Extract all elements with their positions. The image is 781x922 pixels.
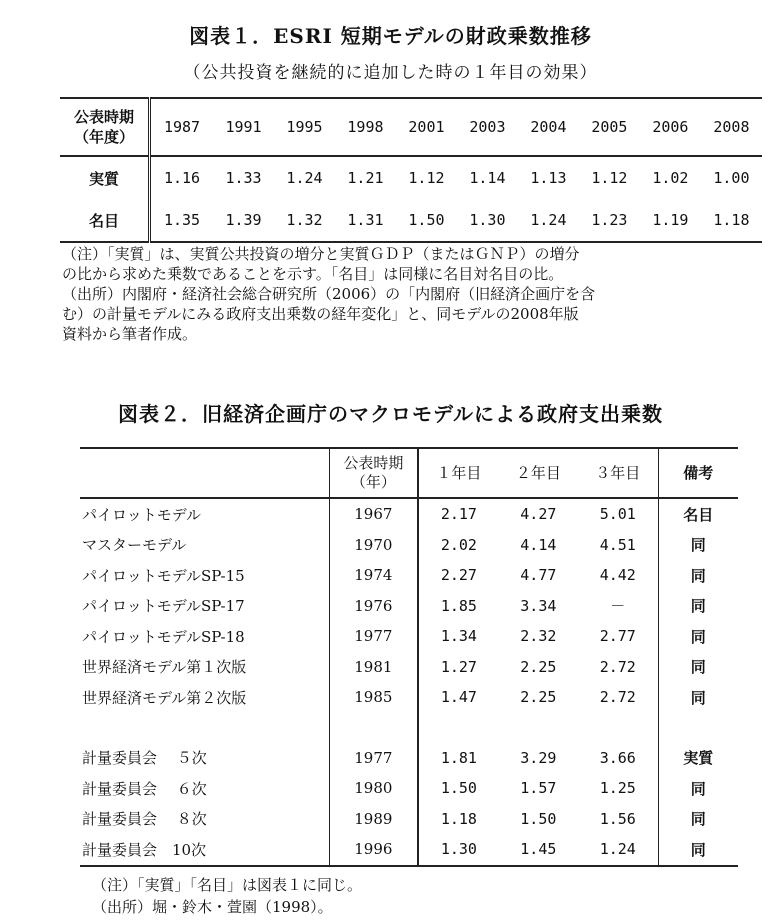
multiplier-cell: 1.50: [396, 199, 457, 242]
year-header: 2008: [701, 98, 762, 156]
year-header: 2004: [518, 98, 579, 156]
publication-year-cell: 1981: [329, 652, 418, 683]
note-line: の比から求めた乗数であることを示す。「名目」は同様に名目対名目の比。: [62, 265, 564, 283]
multiplier-cell: 1.31: [335, 199, 396, 242]
publication-year-cell: 1977: [329, 621, 418, 652]
table-row: [80, 804, 738, 835]
year1-multiplier-cell: 1.85: [440, 596, 477, 615]
year3-multiplier-cell: 4.51: [599, 535, 636, 554]
row-label: 名目: [60, 199, 150, 242]
year2-multiplier-cell: 4.14: [520, 535, 557, 554]
header-label-cell: [60, 98, 150, 156]
year-header: 1998: [335, 98, 396, 156]
publication-year-cell: 1985: [329, 682, 418, 713]
table-header-row: [60, 98, 762, 156]
header-year2: ２年目: [499, 448, 578, 498]
table-row: [80, 773, 738, 804]
year1-multiplier-cell: 1.50: [440, 779, 477, 798]
spacer-cell: [329, 713, 418, 743]
remarks-cell: 同: [658, 773, 738, 804]
year1-multiplier-cell: 1.47: [440, 688, 477, 707]
header-remarks: 備考: [658, 448, 738, 498]
year2-multiplier-cell: 4.77: [520, 566, 557, 585]
multiplier-cell: 1.02: [652, 169, 689, 187]
model-name-cell: 世界経済モデル第２次版: [80, 682, 329, 713]
spacer-cell: [418, 713, 498, 743]
multiplier-cell: 1.12: [408, 169, 445, 187]
multiplier-trend-table: [60, 97, 762, 243]
year1-multiplier-cell: 1.81: [440, 748, 477, 767]
multiplier-cell: 1.23: [579, 199, 640, 242]
year2-multiplier-cell: 1.45: [499, 834, 578, 866]
multiplier-cell: 1.32: [274, 199, 335, 242]
model-name-cell: パイロットモデルSP-15: [80, 560, 329, 591]
multiplier-cell: 1.12: [591, 169, 628, 187]
multiplier-cell: 1.33: [225, 169, 262, 187]
multiplier-cell: 1.16: [163, 169, 201, 187]
header-year3: ３年目: [578, 448, 658, 498]
remarks-cell: 同: [658, 621, 738, 652]
remarks-cell: 同: [658, 834, 738, 866]
table-row: [80, 682, 738, 713]
year2-multiplier-cell: 2.25: [520, 657, 557, 676]
figure1-title: 図表１．ESRI 短期モデルの財政乗数推移: [189, 24, 592, 48]
publication-year-cell: 1996: [329, 834, 418, 866]
year1-multiplier-cell: 1.30: [418, 834, 498, 866]
figure1-notes: [62, 244, 762, 344]
table-header-row: [80, 448, 738, 498]
spacer-row: [80, 713, 738, 743]
remarks-cell: 同: [658, 530, 738, 561]
multiplier-cell: 1.39: [213, 199, 274, 242]
header-year-line1: 公表時期: [343, 454, 404, 472]
model-name-cell: マスターモデル: [80, 530, 329, 561]
row-label: 実質: [60, 156, 150, 199]
year-header: 2003: [457, 98, 518, 156]
model-name-cell: パイロットモデルSP-17: [80, 591, 329, 622]
model-name-cell: 計量委員会 ５次: [80, 743, 329, 774]
year3-multiplier-cell: 1.56: [599, 809, 636, 828]
model-name-cell: 計量委員会 ６次: [80, 773, 329, 804]
spacer-cell: [499, 713, 578, 743]
table-row: [80, 498, 738, 530]
year3-multiplier-cell: 2.72: [599, 657, 636, 676]
table-row: [80, 621, 738, 652]
year2-multiplier-cell: 1.50: [520, 809, 557, 828]
note-line: （出所）内閣府・経済社会総合研究所（2006）の「内閣府（旧経済企画庁を含: [62, 285, 596, 303]
year3-multiplier-cell: －: [610, 597, 626, 616]
year-header: 1987: [150, 98, 214, 156]
table-row: [80, 652, 738, 683]
multiplier-cell: 1.30: [457, 199, 518, 242]
header-year-line2: （年）: [350, 473, 396, 491]
spacer-cell: [80, 713, 329, 743]
remarks-cell: 同: [658, 682, 738, 713]
year-header: 1991: [213, 98, 274, 156]
remarks-cell: 同: [658, 591, 738, 622]
year1-multiplier-cell: 1.34: [440, 627, 477, 646]
year3-multiplier-cell: 4.42: [599, 566, 636, 585]
table-row: [80, 530, 738, 561]
table-row-real: [60, 156, 762, 199]
note-line: （注）「実質」「名目」は図表１に同じ。: [92, 876, 363, 894]
header-year: [329, 448, 418, 498]
year1-multiplier-cell: 2.17: [440, 505, 477, 524]
year1-multiplier-cell: 1.18: [440, 809, 477, 828]
model-name-cell: 計量委員会 10次: [80, 834, 329, 866]
multiplier-cell: 1.18: [701, 199, 762, 242]
header-label-line1: 公表時期: [73, 108, 134, 126]
publication-year-cell: 1977: [329, 743, 418, 774]
remarks-cell: 同: [658, 652, 738, 683]
publication-year-cell: 1980: [329, 773, 418, 804]
year2-multiplier-cell: 1.57: [520, 779, 557, 798]
year2-multiplier-cell: 2.25: [520, 688, 557, 707]
year-header: 2005: [579, 98, 640, 156]
figure2-title: 図表２．旧経済企画庁のマクロモデルによる政府支出乗数: [118, 402, 663, 426]
publication-year-cell: 1976: [329, 591, 418, 622]
multiplier-cell: 1.24: [286, 169, 323, 187]
spacer-cell: [578, 713, 658, 743]
year-header: 2006: [640, 98, 701, 156]
remarks-cell: 同: [658, 560, 738, 591]
remarks-cell: 同: [658, 804, 738, 835]
year3-multiplier-cell: 2.77: [599, 627, 636, 646]
multiplier-cell: 1.14: [469, 169, 506, 187]
macro-model-multiplier-table: [80, 447, 738, 867]
model-name-cell: 世界経済モデル第１次版: [80, 652, 329, 683]
year1-multiplier-cell: 2.02: [440, 535, 477, 554]
year2-multiplier-cell: 3.34: [520, 596, 557, 615]
year1-multiplier-cell: 1.27: [440, 657, 477, 676]
year3-multiplier-cell: 1.25: [599, 779, 636, 798]
publication-year-cell: 1974: [329, 560, 418, 591]
spacer-cell: [658, 713, 738, 743]
note-line: む）の計量モデルにみる政府支出乗数の経年変化」と、同モデルの2008年版: [62, 305, 579, 323]
year3-multiplier-cell: 3.66: [599, 748, 636, 767]
header-year1: １年目: [418, 448, 498, 498]
note-line: （注）「実質」は、実質公共投資の増分と実質ＧＤＰ（またはＧＮＰ）の増分: [62, 245, 580, 263]
multiplier-cell: 1.24: [518, 199, 579, 242]
multiplier-cell: 1.35: [150, 199, 214, 242]
year2-multiplier-cell: 4.27: [520, 505, 557, 524]
year3-multiplier-cell: 1.24: [578, 834, 658, 866]
multiplier-cell: 1.19: [640, 199, 701, 242]
remarks-cell: 実質: [658, 743, 738, 774]
header-model-name: [80, 448, 329, 498]
year3-multiplier-cell: 2.72: [599, 688, 636, 707]
year-header: 1995: [274, 98, 335, 156]
year1-multiplier-cell: 2.27: [440, 566, 477, 585]
table-row: [80, 834, 738, 866]
year3-multiplier-cell: 5.01: [599, 505, 636, 524]
year-header: 2001: [396, 98, 457, 156]
model-name-cell: パイロットモデル: [80, 498, 329, 530]
multiplier-cell: 1.00: [713, 169, 750, 187]
note-line: （出所）堀・鈴木・萱園（1998）。: [92, 898, 333, 916]
multiplier-cell: 1.21: [347, 169, 384, 187]
figure1-subtitle: （公共投資を継続的に追加した時の１年目の効果）: [183, 63, 598, 83]
header-label-line2: （年度）: [73, 128, 134, 146]
remarks-cell: 名目: [658, 498, 738, 530]
multiplier-cell: 1.13: [530, 169, 567, 187]
year2-multiplier-cell: 3.29: [520, 748, 557, 767]
table-row: [80, 560, 738, 591]
publication-year-cell: 1967: [329, 498, 418, 530]
table-row: [80, 743, 738, 774]
year2-multiplier-cell: 2.32: [520, 627, 557, 646]
model-name-cell: 計量委員会 ８次: [80, 804, 329, 835]
publication-year-cell: 1989: [329, 804, 418, 835]
figure2-notes: [92, 874, 362, 918]
model-name-cell: パイロットモデルSP-18: [80, 621, 329, 652]
table-row: [80, 591, 738, 622]
publication-year-cell: 1970: [329, 530, 418, 561]
note-line: 資料から筆者作成。: [62, 325, 198, 343]
table-row-nominal: [60, 199, 762, 242]
